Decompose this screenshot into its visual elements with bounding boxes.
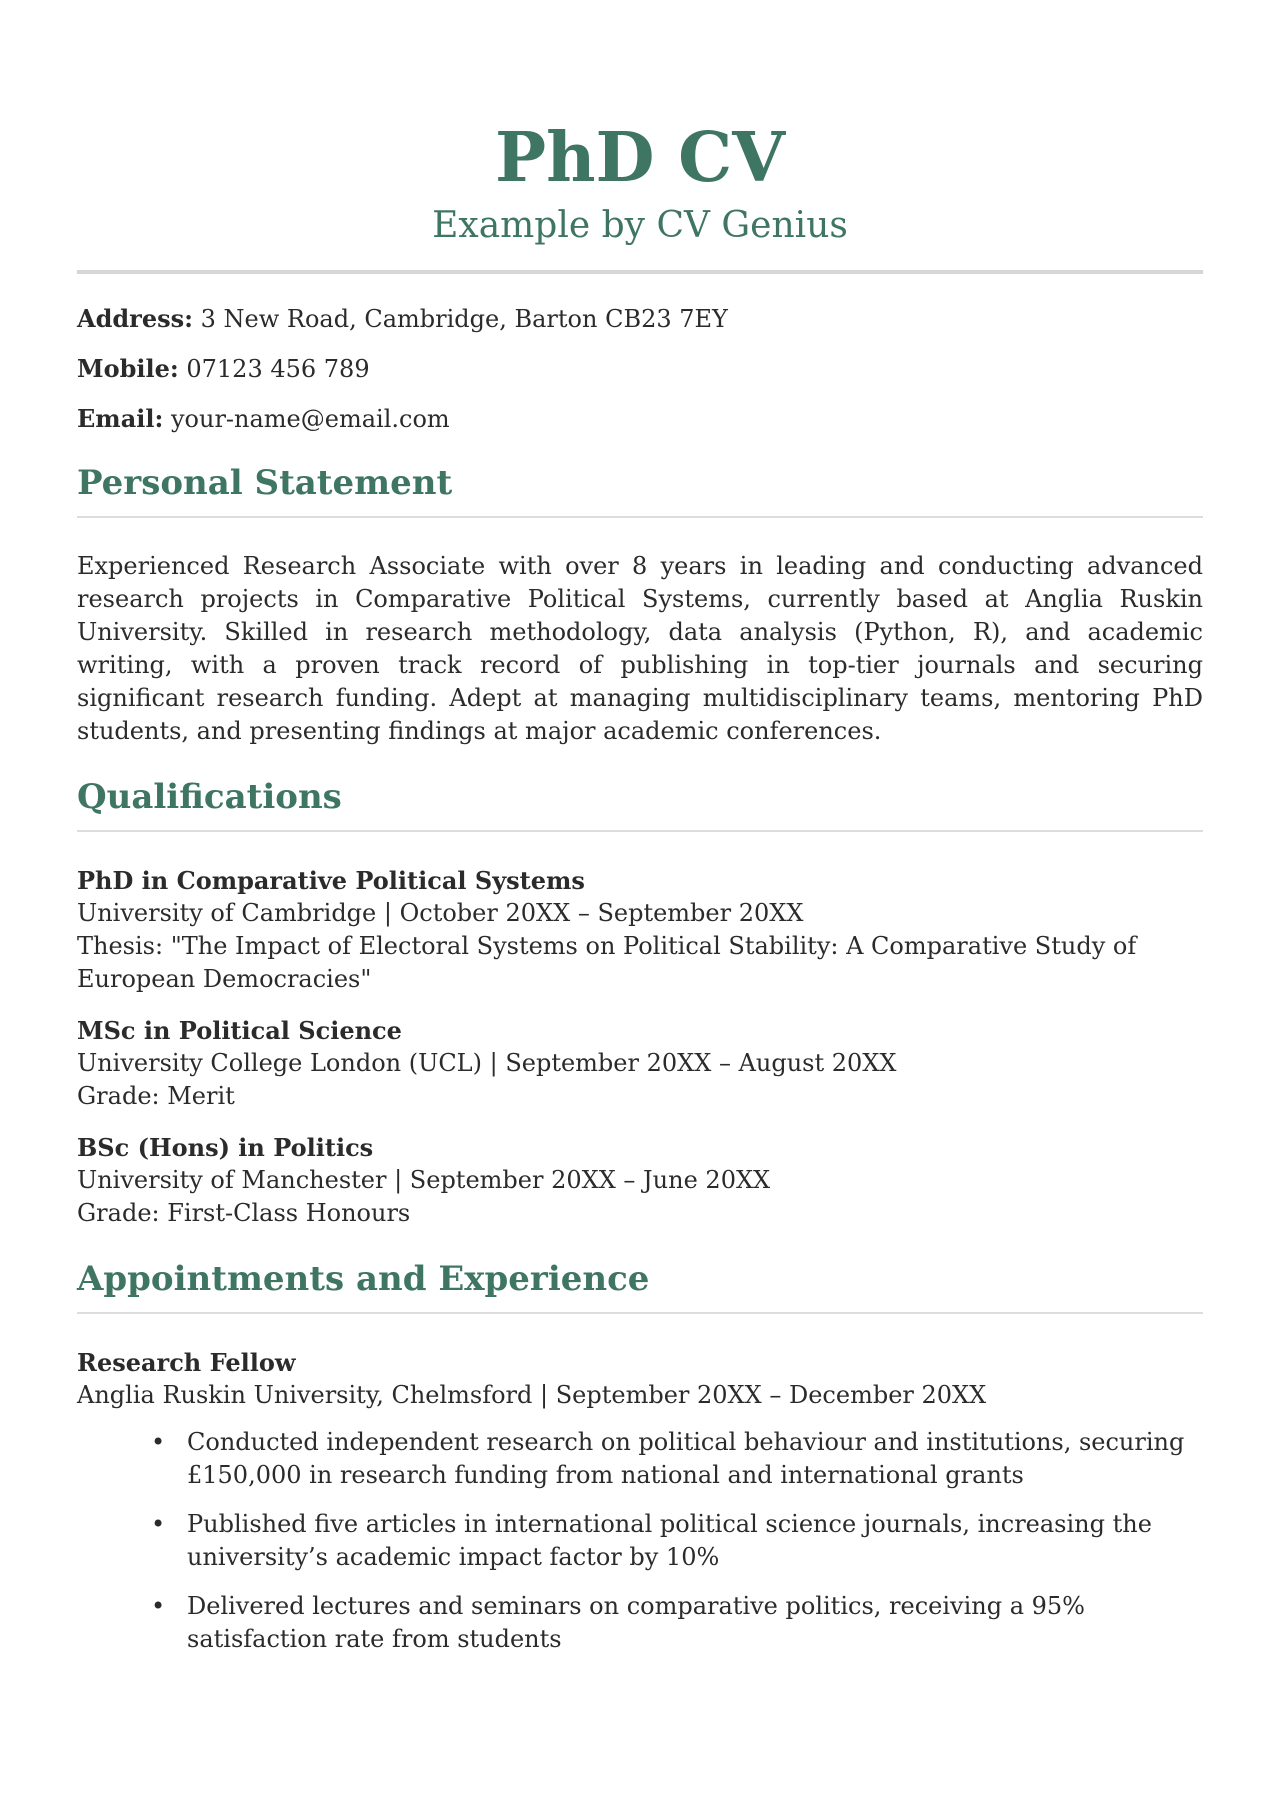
qualifications-section	[77, 776, 1203, 1230]
qualification-title: BSc (Hons) in Politics	[77, 1133, 374, 1162]
mobile-value: 07123 456 789	[186, 355, 370, 383]
qualification-institution: University of Cambridge | October 20XX – September 20XX	[77, 899, 804, 927]
qualification-entry	[77, 1131, 1203, 1230]
qualification-title: MSc in Political Science	[77, 1016, 402, 1045]
page-subtitle: Example by CV Genius	[432, 205, 848, 246]
experience-heading: Appointments and Experience	[77, 1259, 650, 1299]
qualification-entry	[77, 864, 1203, 996]
address-line	[77, 304, 1203, 334]
experience-title: Research Fellow	[77, 1348, 296, 1377]
qualifications-list	[77, 864, 1203, 1230]
bullet-icon: •	[151, 1510, 166, 1538]
address-label: Address:	[77, 304, 193, 333]
section-divider	[77, 1312, 1203, 1314]
qualification-detail: Thesis: "The Impact of Electoral Systems on Political Stability: A Comparative Study of European Democracies"	[77, 932, 1137, 993]
qualification-institution: University of Manchester | September 20XX – June 20XX	[77, 1166, 771, 1194]
experience-employer: Anglia Ruskin University, Chelmsford | September 20XX – December 20XX	[77, 1381, 987, 1409]
qualification-detail: Grade: First-Class Honours	[77, 1199, 411, 1227]
qualification-title: PhD in Comparative Political Systems	[77, 866, 585, 895]
cv-header	[77, 118, 1203, 248]
bullet-text: Conducted independent research on political behaviour and institutions, securing £150,000 in research funding from national and international grants	[187, 1428, 1185, 1489]
email-line	[77, 404, 1203, 434]
contact-details	[77, 304, 1203, 434]
bullet-icon: •	[151, 1428, 166, 1456]
qualifications-heading: Qualifications	[77, 777, 342, 817]
email-label: Email:	[77, 404, 164, 433]
qualification-entry	[77, 1014, 1203, 1113]
list-item	[151, 1508, 1203, 1574]
personal-statement-section	[77, 462, 1203, 748]
email-value: your-name@email.com	[170, 405, 450, 433]
address-value: 3 New Road, Cambridge, Barton CB23 7EY	[200, 305, 728, 333]
bullet-icon: •	[151, 1592, 166, 1620]
bullet-text: Published five articles in international political science journals, increasing the university’s academic impact factor by 10%	[187, 1510, 1152, 1571]
mobile-line	[77, 354, 1203, 384]
experience-entry	[77, 1346, 1203, 1656]
section-divider	[77, 516, 1203, 518]
bullet-text: Delivered lectures and seminars on comparative politics, receiving a 95% satisfaction rate from students	[187, 1592, 1085, 1653]
experience-section	[77, 1258, 1203, 1656]
personal-statement-heading: Personal Statement	[77, 463, 453, 503]
list-item	[151, 1426, 1203, 1492]
header-divider	[77, 270, 1203, 274]
list-item	[151, 1590, 1203, 1656]
page-title: PhD CV	[494, 118, 786, 198]
qualification-detail: Grade: Merit	[77, 1082, 235, 1110]
personal-statement-text: Experienced Research Associate with over 8 years in leading and conducting advanced research projects in Comparative Political Systems, currently based at Anglia Ruskin University. Skilled in research methodology, data analysis (Python, R), and academic writing, with a proven track record of publishing in top-tier journals and securing significant research funding. Adept at managing multidisciplinary teams, mentoring PhD students, and presenting findings at major academic conferences.	[77, 552, 1203, 745]
mobile-label: Mobile:	[77, 354, 179, 383]
qualification-institution: University College London (UCL) | September 20XX – August 20XX	[77, 1049, 897, 1077]
section-divider	[77, 830, 1203, 832]
experience-list	[77, 1346, 1203, 1656]
experience-bullets	[77, 1426, 1203, 1656]
